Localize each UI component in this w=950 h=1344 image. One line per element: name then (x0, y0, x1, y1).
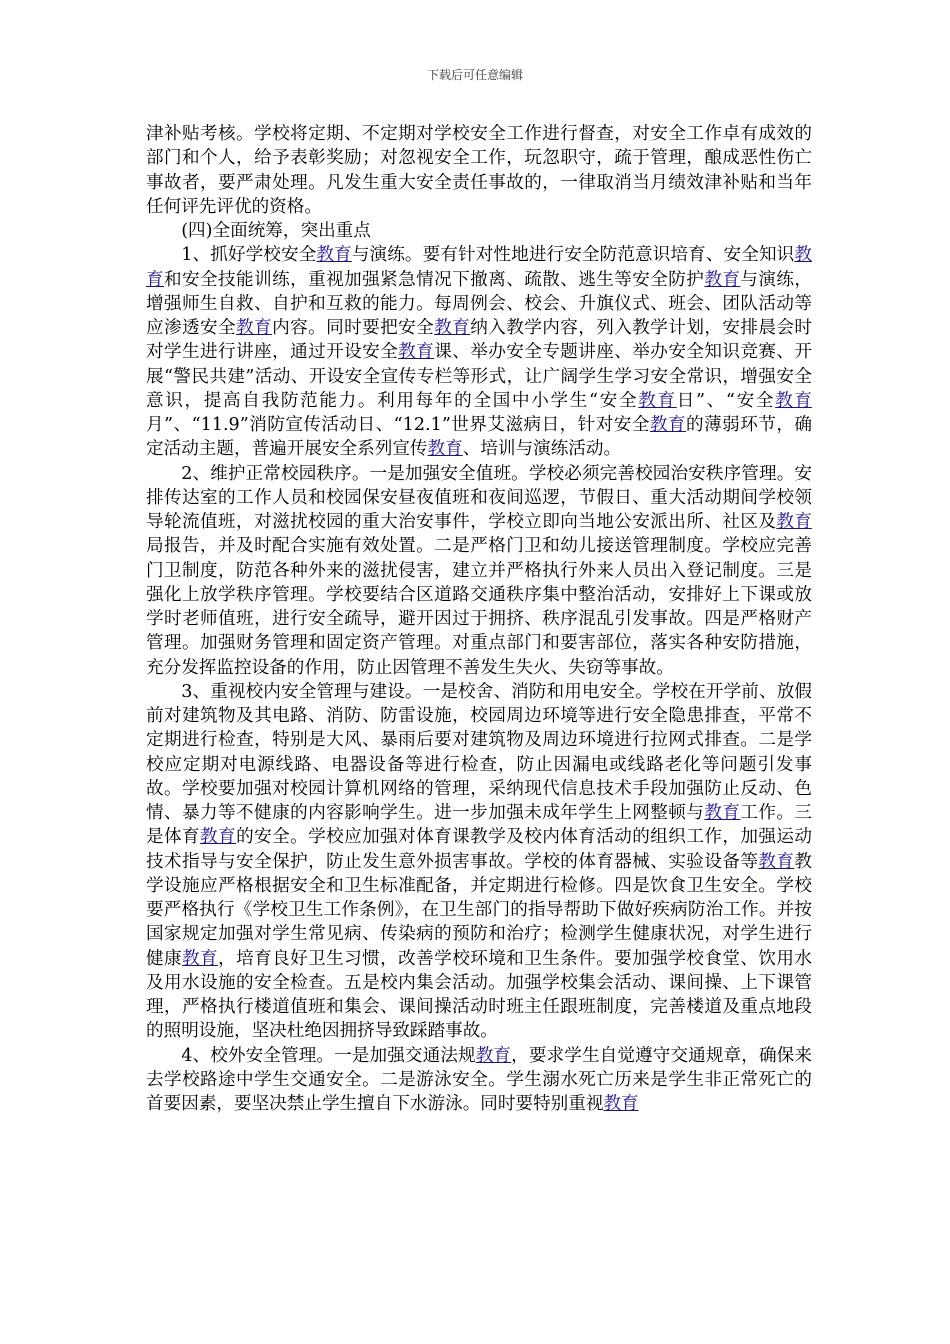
page-header: 下载后可任意编辑 (426, 68, 523, 82)
paragraph-text: 、培训与演练活动。 (462, 439, 622, 460)
education-link[interactable]: 教育 (427, 439, 463, 460)
paragraph (146, 462, 812, 680)
paragraph (146, 243, 812, 461)
paragraph (146, 219, 812, 243)
paragraph-text: 教学设施应严格根据安全和卫生标准配备，并定期进行检修。四是饮食卫生安全。学校要严格执行《学校卫生工作条例》，在卫生部门的指导帮助下做好疾病防治工作。并按国家规定加强对学生常见病、传染病的预防和治疗；检测学生健康状况，对学生进行健康 (146, 851, 812, 969)
education-link[interactable]: 教育 (434, 318, 471, 338)
education-link[interactable]: 教育 (146, 245, 812, 290)
education-link[interactable]: 教育 (775, 390, 812, 411)
paragraph-text: (四)全面统筹，突出重点 (181, 221, 371, 241)
paragraph-text: 4、校外安全管理。一是加强交通法规 (181, 1045, 476, 1066)
education-link[interactable]: 教育 (475, 1045, 512, 1066)
paragraph-text: 2、维护正常校园秩序。一是加强安全值班。学校必须完善校园治安秩序管理。安排传达室的工作人员和校园保安昼夜值班和夜间巡逻，节假日、重大活动期间学校领导轮流值班，对滋扰校园的重大治安事件，学校立即向当地公安派出所、社区及 (146, 463, 812, 532)
education-link[interactable]: 教育 (316, 245, 352, 266)
education-link[interactable]: 教育 (758, 851, 795, 872)
education-link[interactable]: 教育 (638, 390, 677, 411)
paragraph-text: 和安全技能训练，重视加强紧急情况下撤离、疏散、逃生等安全防护 (164, 269, 705, 290)
document-body (146, 122, 812, 1116)
paragraph-text: 纳入教学内容，列入教学计划，安排晨会时对学生进行讲座，通过开设安全 (146, 318, 812, 363)
education-link[interactable]: 教育 (236, 318, 273, 338)
paragraph-text: 3、重视校内安全管理与建设。一是校舍、消防和用电安全。学校在开学前、放假前对建筑物及其电路、消防、防雷设施，校园周边环境等进行安全隐患排查，平常不定期进行检查，特别是大风、暴雨后要对建筑物及周边环境进行拉网式排查。二是学校应定期对电源线路、电器设备等进行检查，防止因漏电或线路老化等问题引发事故。学校要加强对校园计算机网络的管理，采纳现代信息技术手段加强防止反动、色情、暴力等不健康的内容影响学生。进一步加强未成年学生上网整顿与 (146, 681, 812, 823)
paragraph-text: 的安全。学校应加强对体育课教学及校内体育活动的组织工作，加强运动技术指导与安全保护，防止发生意外损害事故。学校的体育器械、实验设备等 (146, 827, 812, 872)
education-link[interactable]: 教育 (776, 512, 812, 532)
education-link[interactable]: 教育 (182, 948, 219, 969)
paragraph-text: 日”、“安全 (676, 390, 776, 411)
education-link[interactable]: 教育 (398, 342, 435, 363)
education-link[interactable]: 教育 (200, 827, 237, 848)
paragraph-text: 工作。三是体育 (146, 803, 812, 848)
paragraph-text: 津补贴考核。学校将定期、不定期对学校安全工作进行督查，对安全工作卓有成效的部门和个人，给予表彰奖励；对忽视安全工作，玩忽职守，疏于管理，酿成恶性伤亡事故者，要严肃处理。凡发生重大安全责任事故的，一律取消当月绩效津补贴和当年任何评先评优的资格。 (146, 124, 812, 217)
paragraph-text: 的薄弱环节，确定活动主题，普遍开展安全系列宣传 (146, 415, 812, 460)
education-link[interactable]: 教育 (649, 415, 687, 435)
paragraph-text: 课、举办安全专题讲座、举办安全知识竞赛、开展“警民共建”活动、开设安全宣传专栏等形式，让广阔学生学习安全常识，增强安全意识，提高自我防范能力。利用每年的全国中小学生“安全 (146, 342, 812, 411)
paragraph-text: 与演练，增强师生自救、自护和互救的能力。每周例会、校会、升旗仪式、班会、团队活动等应渗透安全 (146, 269, 812, 338)
paragraph-text: 1、抓好学校安全 (181, 245, 317, 266)
education-link[interactable]: 教育 (603, 1094, 639, 1114)
education-link[interactable]: 教育 (704, 269, 741, 290)
education-link[interactable]: 教育 (704, 803, 741, 823)
paragraph-text: 与演练。要有针对性地进行安全防范意识培育、安全知识 (351, 245, 795, 266)
paragraph-text: 内容。同时要把安全 (272, 318, 435, 338)
paragraph-text: ，要求学生自觉遵守交通规章，确保来去学校路途中学生交通安全。二是游泳安全。学生溺水死亡历来是学生非正常死亡的首要因素，要坚决禁止学生擅自下水游泳。同时要特别重视 (146, 1045, 812, 1114)
paragraph (146, 680, 812, 1044)
paragraph-text: 局报告，并及时配合实施有效处置。二是严格门卫和幼儿接送管理制度。学校应完善门卫制度，防范各种外来的滋扰侵害，建立并严格执行外来人员出入登记制度。三是强化上放学秩序管理。学校要结合区道路交通秩序集中整治活动，安排好上下课或放学时老师值班，进行安全疏导，避开因过于拥挤、秩序混乱引发事故。四是严格财产管理。加强财务管理和固定资产管理。对重点部门和要害部位，落实各种安防措施，充分发挥监控设备的作用，防止因管理不善发生失火、失窃等事故。 (146, 536, 812, 678)
paragraph (146, 122, 812, 219)
paragraph-text: ，培育良好卫生习惯，改善学校环境和卫生条件。要加强学校食堂、饮用水及用水设施的安全检查。五是校内集会活动。加强学校集会活动、课间操、上下课管理，严格执行楼道值班和集会、课间操活动时班主任跟班制度，完善楼道及重点地段的照明设施，坚决杜绝因拥挤导致踩踏事故。 (146, 948, 812, 1042)
paragraph (146, 1044, 812, 1117)
paragraph-text: 月”、“11.9”消防宣传活动日、“12.1”世界艾滋病日，针对安全 (146, 415, 650, 435)
